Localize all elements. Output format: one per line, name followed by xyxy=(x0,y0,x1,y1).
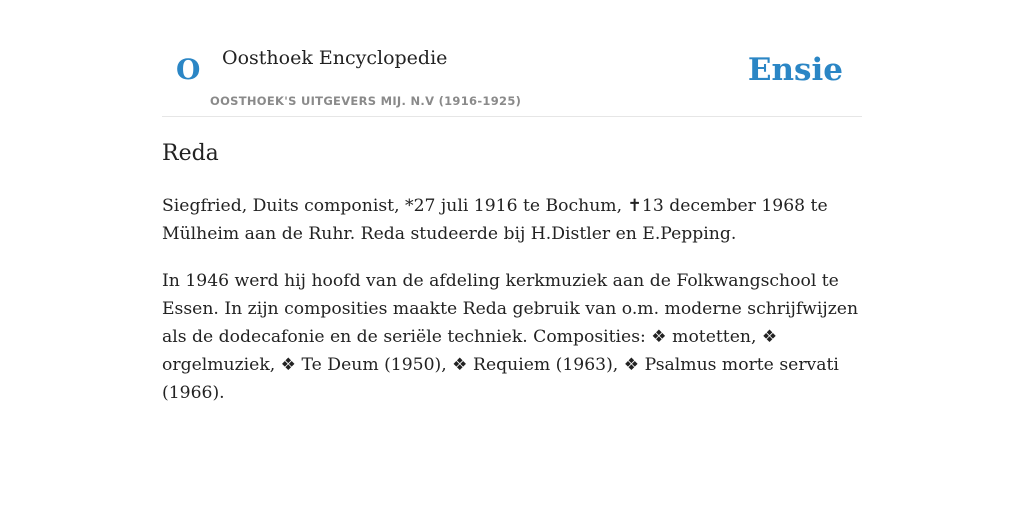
entry-paragraph: In 1946 werd hij hoofd van de afdeling kerkmuziek aan de Folkwangschool te Essen. In zijn composities maakte Reda gebruik van o.m. moderne schrijfwijzen als de dodecafonie en de seriële techniek. Composities: ❖ motetten, ❖ orgelmuziek, ❖ Te Deum (1950), ❖ Requiem (1963), ❖ Psalmus morte servati (1966). xyxy=(162,271,859,403)
book-title-link[interactable]: Oosthoek Encyclopedie xyxy=(222,47,448,69)
entry-paragraph: Siegfried, Duits componist, *27 juli 1916 te Bochum, ✝13 december 1968 te Mülheim aan de Ruhr. Reda studeerde bij H.Distler en E.Pepping. xyxy=(162,196,828,244)
entry-title: Reda xyxy=(162,141,219,166)
book-header xyxy=(162,0,862,117)
entry-body xyxy=(162,192,862,426)
publisher-label: OOSTHOEK'S UITGEVERS MIJ. N.V (1916-1925) xyxy=(210,94,522,108)
book-logo-letter[interactable]: O xyxy=(176,53,201,86)
ensie-logo-link[interactable]: Ensie xyxy=(747,52,843,88)
